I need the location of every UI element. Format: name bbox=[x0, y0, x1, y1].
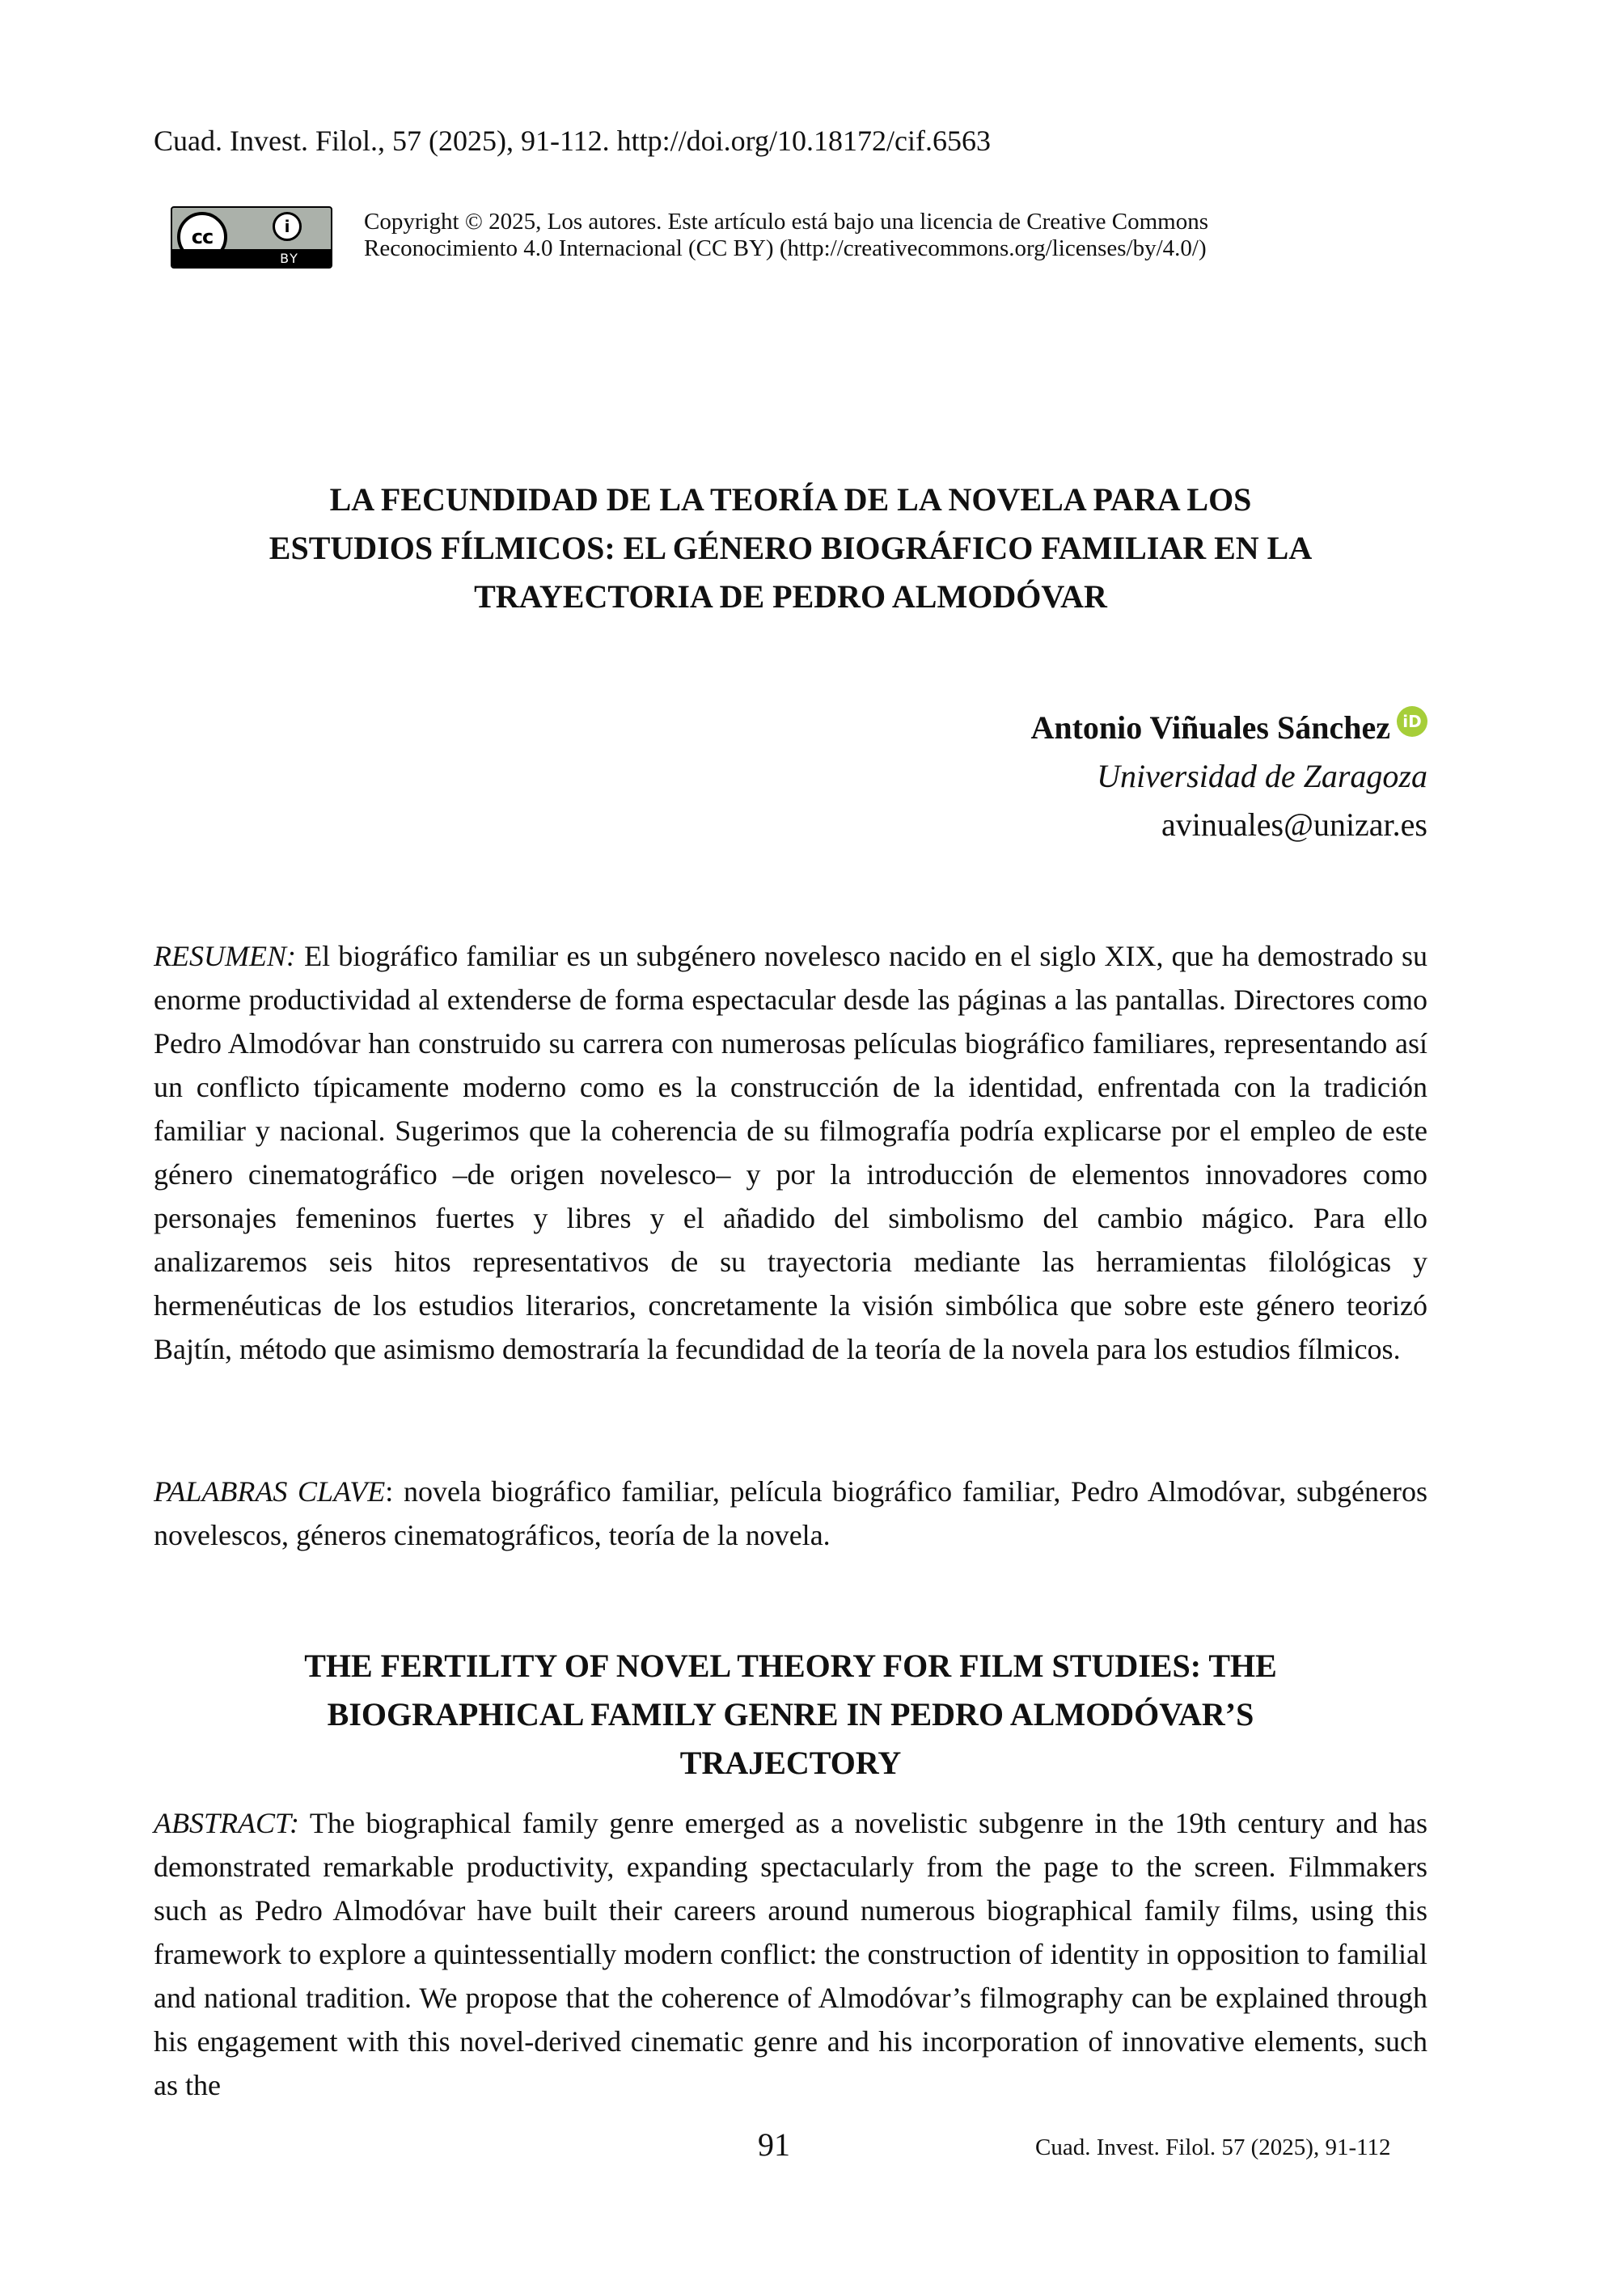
resumen-text: El biográfico familiar es un subgénero novelesco nacido en el siglo XIX, que ha demostrado su enorme productividad al extenderse de forma espectacular desde las páginas a las pantallas. Directores como Pedro Almodóvar han construido su carrera con numerosas películas biográfico familiares, representando así un conflicto típicamente moderno como es la construcción de la identidad, enfrentada con la tradición familiar y nacional. Sugerimos que la coherencia de su filmografía podría explicarse por el empleo de este género cinematográfico –de origen novelesco– y por la introducción de elementos innovadores como personajes femeninos fuertes y libres y el añadido del simbolismo del cambio mágico. Para ello analizaremos seis hitos representativos de su trayectoria mediante las herramientas filológicas y hermenéuticas de los estudios literarios, concretamente la visión simbólica que sobre este género teorizó Bajtín, método que asimismo demostraría la fecundidad de la teoría de la novela para los estudios fílmicos. bbox=[154, 940, 1427, 1365]
title-en-line-1: THE FERTILITY OF NOVEL THEORY FOR FILM STUDIES: THE bbox=[304, 1648, 1277, 1684]
page-number: 91 bbox=[758, 2126, 790, 2163]
attribution-icon: i bbox=[273, 212, 302, 241]
abstract-label: ABSTRACT: bbox=[154, 1807, 300, 1839]
author-block bbox=[1030, 704, 1427, 849]
keywords-paragraph bbox=[154, 1470, 1427, 1557]
keywords-text: : novela biográfico familiar, película biográfico familiar, Pedro Almodóvar, subgéneros novelescos, géneros cinematográficos, teoría de la novela. bbox=[154, 1475, 1427, 1551]
keywords-label: PALABRAS CLAVE bbox=[154, 1475, 386, 1508]
resumen-label: RESUMEN: bbox=[154, 940, 296, 972]
license-line-2: Reconocimiento 4.0 Internacional (CC BY) (http://creativecommons.org/licenses/by/4.0/) bbox=[364, 235, 1207, 261]
title-es-line-2: ESTUDIOS FÍLMICOS: EL GÉNERO BIOGRÁFICO FAMILIAR EN LA bbox=[269, 530, 1313, 566]
abstract-text: The biographical family genre emerged as a novelistic subgenre in the 19th century and has demonstrated remarkable productivity, expanding spectacularly from the page to the screen. Filmmakers such as Pedro Almodóvar have built their careers around numerous biographical family films, using this framework to explore a quintessentially modern conflict: the construction of identity in opposition to familial and national tradition. We propose that the coherence of Almodóvar’s filmography can be explained through his engagement with this novel-derived cinematic genre and his incorporation of innovative elements, such as the bbox=[154, 1807, 1427, 2101]
header-citation: Cuad. Invest. Filol., 57 (2025), 91-112. http://doi.org/10.18172/cif.6563 bbox=[154, 125, 991, 157]
resumen-paragraph bbox=[154, 934, 1427, 1371]
author-affiliation: Universidad de Zaragoza bbox=[1097, 758, 1427, 794]
title-es-line-1: LA FECUNDIDAD DE LA TEORÍA DE LA NOVELA PARA LOS bbox=[329, 481, 1252, 518]
title-en-line-3: TRAJECTORY bbox=[679, 1745, 902, 1781]
footer-citation: Cuad. Invest. Filol. 57 (2025), 91-112 bbox=[1035, 2134, 1391, 2160]
title-en-line-2: BIOGRAPHICAL FAMILY GENRE IN PEDRO ALMODÓVAR’S bbox=[327, 1696, 1254, 1732]
license-notice bbox=[364, 209, 1208, 262]
author-name-row bbox=[1030, 704, 1427, 752]
by-label: BY bbox=[280, 251, 299, 266]
orcid-icon[interactable]: iD bbox=[1397, 706, 1427, 737]
license-line-1: Copyright © 2025, Los autores. Este artículo está bajo una licencia de Creative Commons bbox=[364, 209, 1209, 235]
author-name: Antonio Viñuales Sánchez bbox=[1030, 709, 1390, 746]
cc-icon: cc bbox=[177, 212, 227, 262]
author-email[interactable]: avinuales@unizar.es bbox=[1161, 806, 1427, 843]
article-title-en bbox=[154, 1642, 1427, 1787]
creative-commons-by-icon[interactable] bbox=[171, 206, 332, 269]
abstract-paragraph bbox=[154, 1801, 1427, 2107]
title-es-line-3: TRAYECTORIA DE PEDRO ALMODÓVAR bbox=[474, 578, 1107, 615]
article-title-es bbox=[154, 476, 1427, 621]
